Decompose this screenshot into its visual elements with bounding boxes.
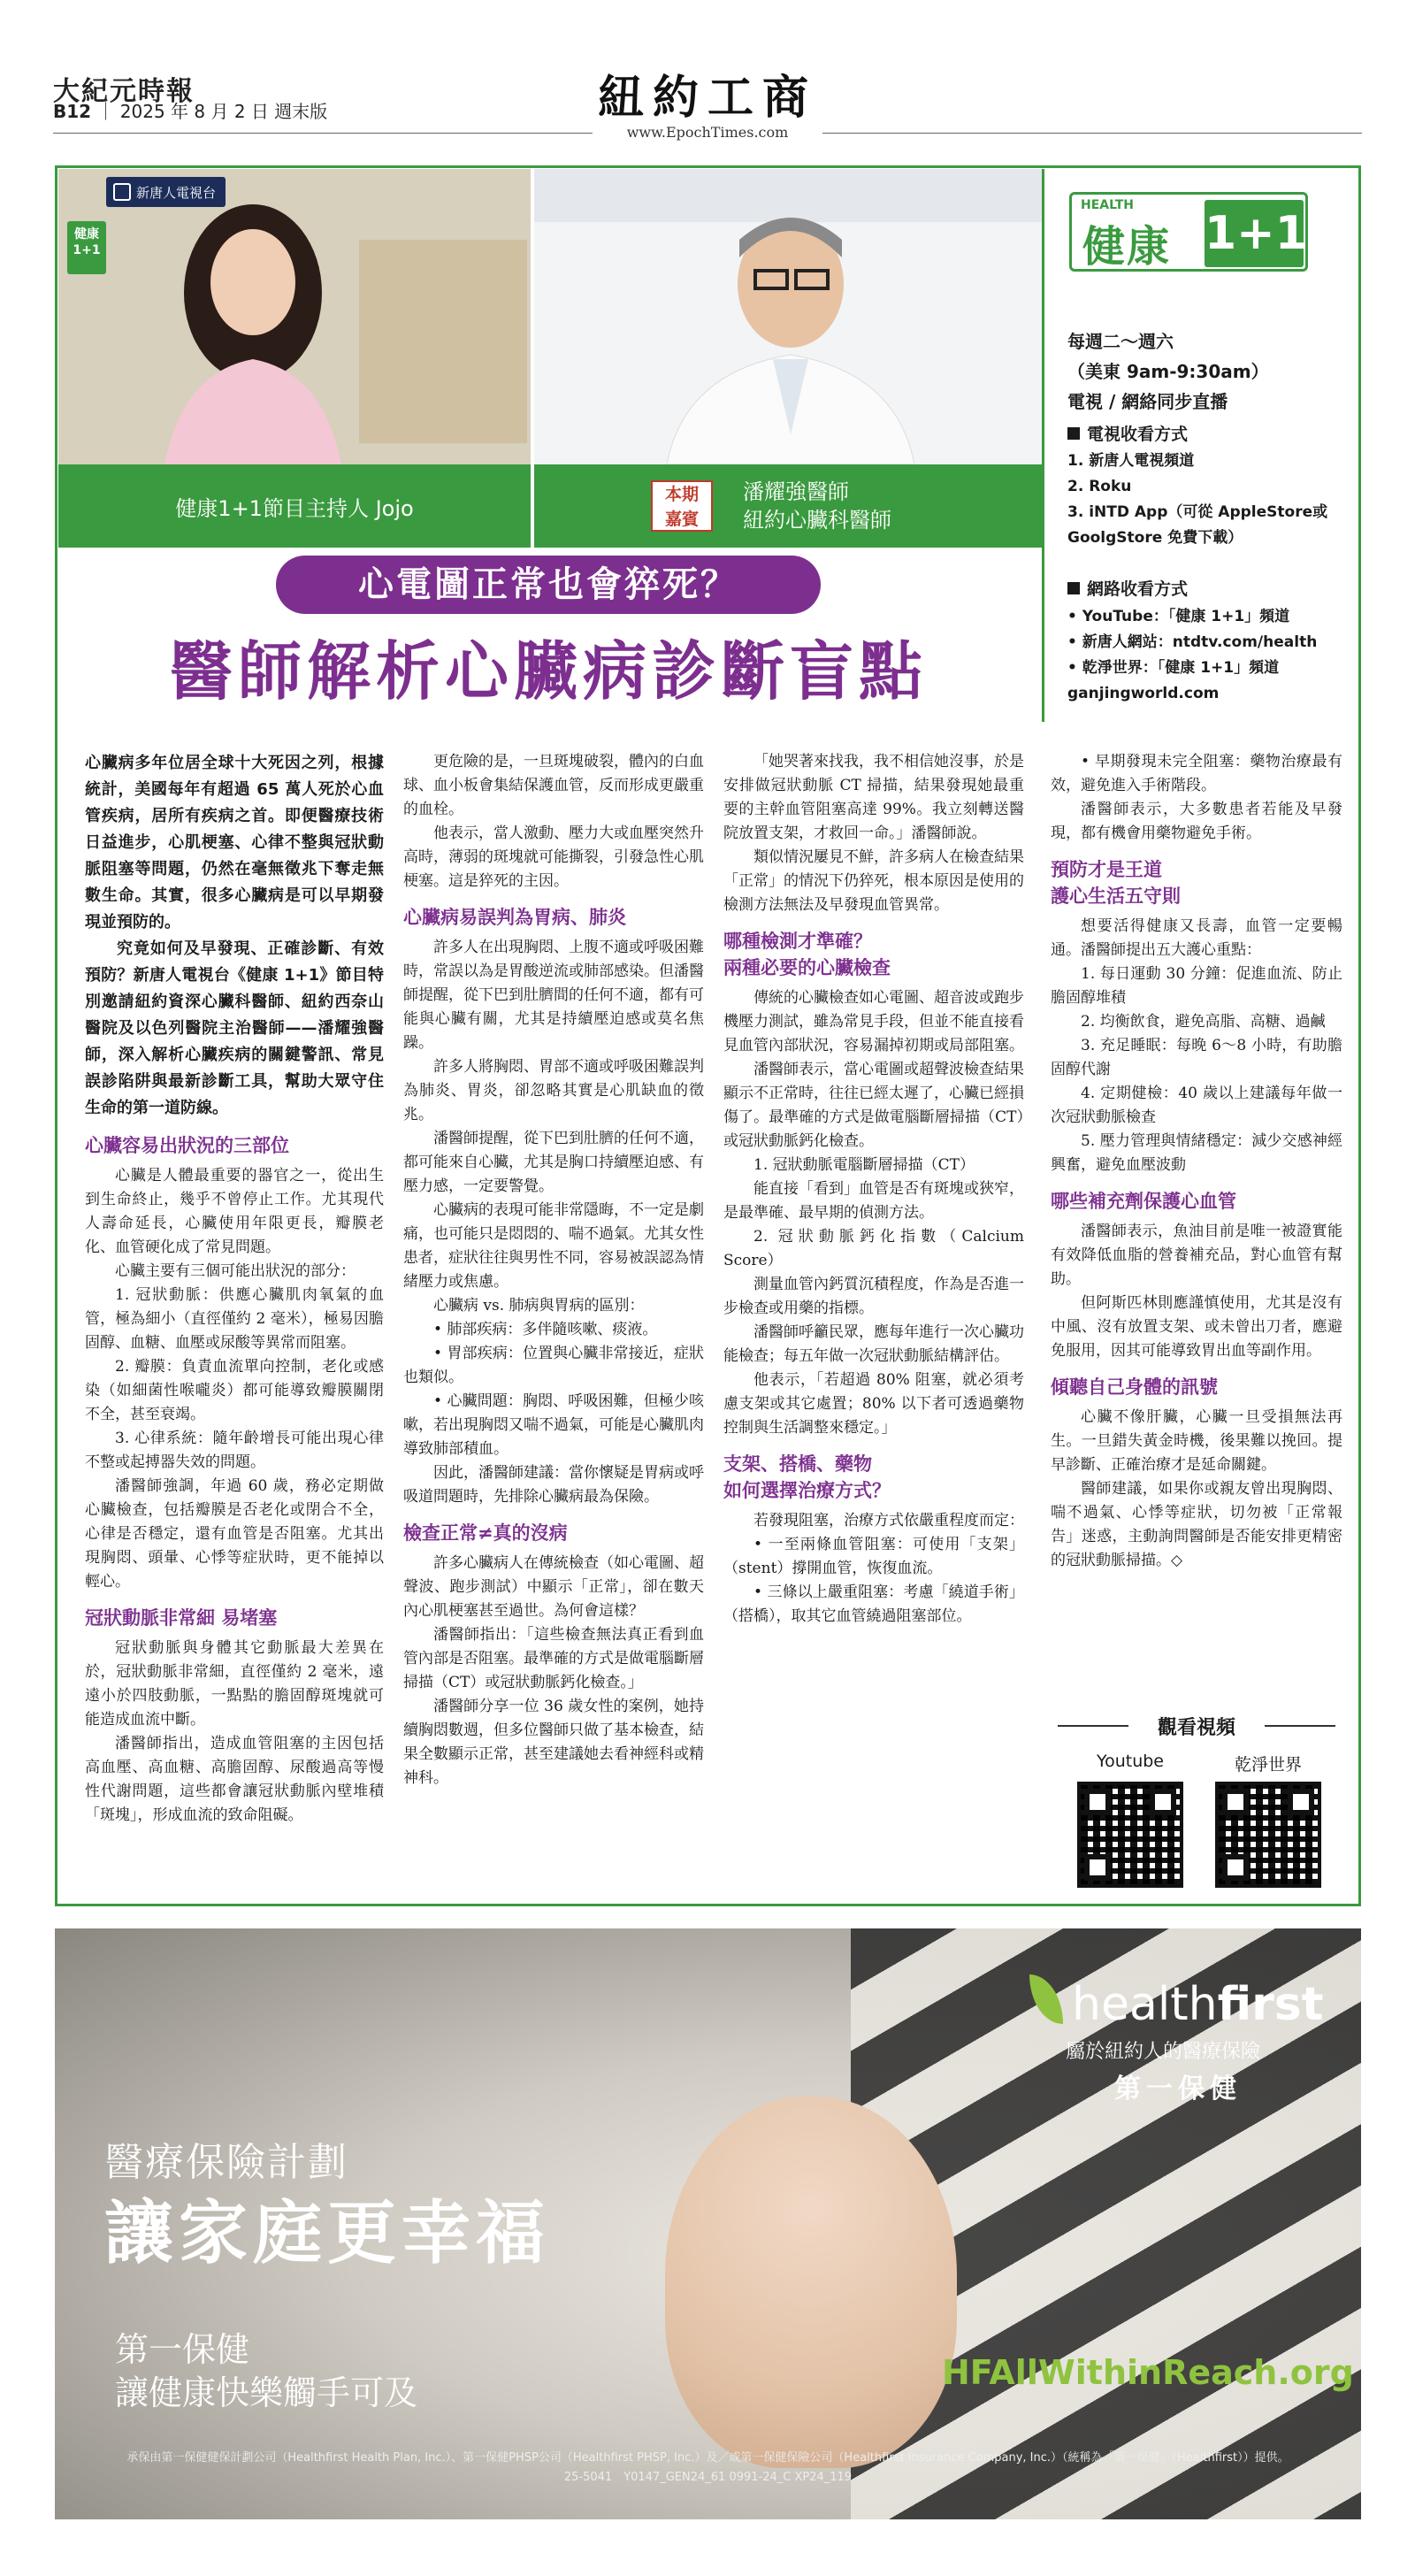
ad-line-1: 第一保健 (115, 2330, 250, 2369)
site-url: www.EpochTimes.com (626, 124, 789, 141)
square-bullet-icon (1067, 582, 1080, 594)
paragraph: 類似情況屢見不鮮，許多病人在檢查結果「正常」的情況下仍猝死，根本原因是使用的檢測方法無法及早發現血管異常。 (723, 848, 1024, 914)
subheading-line: 護心生活五守則 (1051, 886, 1181, 907)
tv-heading-label: 電視收看方式 (1087, 425, 1189, 444)
paragraph: 2. 均衡飲食，避免高脂、高糖、過鹹 (1081, 1013, 1326, 1031)
subheading-line: 兩種必要的心臟檢查 (723, 957, 891, 978)
guest-label-line2: 嘉賓 (664, 510, 699, 529)
guest-photo (534, 169, 1042, 464)
paragraph: 冠狀動脈與身體其它動脈最大差異在於，冠狀動脈非常細，直徑僅約 2 毫米，遠遠小於四肢動脈，一點點的膽固醇斑塊就可能造成血流中斷。 (85, 1639, 384, 1729)
ad-baby-illustration (665, 2097, 957, 2468)
paragraph: 醫師建議，如果你或親友曾出現胸悶、喘不過氣、心悸等症狀，切勿被「正常報告」迷惑，主動詢問醫師是否能安排更精密的冠狀動脈掃描。◇ (1051, 1480, 1342, 1569)
paragraph: 潘醫師強調，年過 60 歲，務必定期做心臟檢查，包括瓣膜是否老化或閉合不全，心律是否穩定，還有血管是否阻塞。尤其出現胸悶、頭暈、心悸等症狀時，更不能掉以輕心。 (85, 1477, 384, 1591)
header-rule-right (822, 133, 1362, 134)
article-column-4 (1051, 750, 1342, 1706)
web-heading-label: 網路收看方式 (1087, 579, 1189, 599)
paragraph: 心臟病 vs. 肺病與胃病的區別： (433, 1297, 645, 1315)
qr-finder-icon (1222, 1789, 1249, 1815)
program-logo (1069, 192, 1308, 272)
program-info-panel (1042, 169, 1358, 722)
paragraph: 潘醫師指出：「這些檢查無法真正看到血管內部是否阻塞。最準確的方式是做電腦斷層掃描（CT）或冠狀動脈鈣化檢查。」 (403, 1626, 704, 1691)
tv-list-item: 3. iNTD App（可從 AppleStore或 GoolgStore 免費下載） (1067, 503, 1328, 547)
subheading (723, 928, 1024, 981)
issue-date: 2025 年 8 月 2 日 週末版 (119, 101, 328, 122)
masthead (0, 0, 1415, 159)
article-lead-2: 究竟如何及早發現、正確診斷、有效預防？新唐人電視台《健康 1+1》節目特別邀請紐約資深心臟科醫師、紐約西奈山醫院及以色列醫院主治醫師——潘耀強醫師，深入解析心臟疾病的關鍵警訊、常見誤診陷阱與最新診斷工具，幫助大眾守住生命的第一道防線。 (85, 939, 384, 1117)
paragraph: • 三條以上嚴重阻塞：考慮「繞道手術」（搭橋），取其它血管繞過阻塞部位。 (723, 1583, 1024, 1625)
ad-url-link[interactable]: HFAllWithinReach.org (942, 2353, 1354, 2392)
qr-finder-icon (1150, 1789, 1176, 1815)
paragraph: • 早期發現未完全阻塞：藥物治療最有效，避免進入手術階段。 (1051, 753, 1342, 794)
qr-finder-icon (1084, 1789, 1111, 1815)
broadcast-schedule (1067, 326, 1350, 417)
paragraph: 2. 瓣膜：負責血流單向控制，老化或感染（如細菌性喉嚨炎）都可能導致瓣膜關閉不全，甚至衰竭。 (85, 1358, 384, 1423)
paragraph: 3. 心律系統：隨年齡增長可能出現心律不整或起搏器失效的問題。 (85, 1430, 384, 1471)
guest-label-box (651, 480, 713, 532)
watch-video-title: 觀看視頻 (1051, 1713, 1342, 1740)
paragraph: 心臟主要有三個可能出狀況的部分： (115, 1262, 356, 1280)
subheading: 冠狀動脈非常細 易堵塞 (85, 1607, 278, 1629)
healthfirst-logo (1072, 1978, 1324, 2031)
paragraph: 潘醫師表示，大多數患者若能及早發現，都有機會用藥物避免手術。 (1051, 801, 1342, 842)
schedule-line: 電視 / 網絡同步直播 (1067, 391, 1228, 412)
article-column-2 (403, 750, 704, 1891)
paragraph: 潘醫師呼籲民眾，應每年進行一次心臟功能檢查；每五年做一次冠狀動脈結構評估。 (723, 1323, 1024, 1365)
ad-title: 讓家庭更幸福 (104, 2194, 551, 2273)
ntd-badge-label: 新唐人電視台 (136, 184, 217, 201)
health-tag (67, 221, 106, 274)
host-photo (58, 169, 531, 464)
subheading: 哪些補充劑保護心血管 (1051, 1191, 1236, 1212)
tv-list-item: 1. 新唐人電視頻道 (1067, 452, 1195, 470)
header-rule-left (53, 133, 593, 134)
paragraph: 但阿斯匹林則應謹慎使用，尤其是沒有中風、沒有放置支架、或未曾出刀者，應避免服用，因其可能導致胃出血等副作用。 (1051, 1294, 1342, 1360)
guest-label-line1: 本期 (664, 485, 699, 504)
paragraph: 1. 冠狀動脈：供應心臟肌肉氧氣的血管，極為細小（直徑僅約 2 毫米），極易因膽固醇、血糖、血壓或尿酸等異常而阻塞。 (85, 1286, 384, 1352)
host-caption: 健康1+1節目主持人 Jojo (175, 495, 414, 521)
paragraph: • 肺部疾病：多伴隨咳嗽、痰液。 (433, 1321, 658, 1338)
subheading-line: 如何選擇治療方式？ (723, 1480, 891, 1501)
brand-chinese-name: 第一保健 (1114, 2074, 1242, 2104)
tv-list-item: 2. Roku (1067, 478, 1132, 495)
paragraph: 許多心臟病人在傳統檢查（如心電圖、超聲波、跑步測試）中顯示「正常」，卻在數天內心肌梗塞甚至過世。為何會這樣？ (403, 1554, 704, 1620)
watch-video-section (1051, 1713, 1342, 1898)
web-list (1067, 604, 1352, 707)
paragraph: 傳統的心臟檢查如心電圖、超音波或跑步機壓力測試，雖為常見手段，但並不能直接看見血管內部狀況，容易漏掉初期或局部阻塞。 (723, 989, 1024, 1054)
schedule-line: 每週二～週六 (1067, 331, 1174, 352)
subheading-line: 哪種檢測才準確？ (723, 931, 872, 952)
brand-name-part2: first (1217, 1978, 1324, 2031)
web-heading (1067, 576, 1188, 600)
paragraph: 4. 定期健檢：40 歲以上建議每年做一次冠狀動脈檢查 (1051, 1085, 1342, 1126)
program-logo-text: 健康 (1082, 222, 1172, 272)
ntd-logo-icon (113, 183, 131, 201)
paragraph: 潘醫師分享一位 36 歲女性的案例，她持續胸悶數週，但多位醫師只做了基本檢查，結果全數顯示正常，甚至建議她去看神經科或精神科。 (403, 1698, 704, 1787)
page-separator: ｜ (96, 101, 115, 122)
paragraph: 許多人在出現胸悶、上腹不適或呼吸困難時，常誤以為是胃酸逆流或肺部感染。但潘醫師提醒，從下巴到肚臍間的任何不適，都有可能與心臟有關，尤其是持續壓迫感或莫名焦躁。 (403, 939, 704, 1052)
paragraph: 想要活得健康又長壽，血管一定要暢通。潘醫師提出五大護心重點： (1051, 917, 1342, 959)
paragraph: 測量血管內鈣質沉積程度，作為是否進一步檢查或用藥的指標。 (723, 1276, 1024, 1317)
web-list-item: • 乾淨世界：「健康 1+1」頻道 ganjingworld.com (1067, 659, 1280, 702)
article-lead: 心臟病多年位居全球十大死因之列，根據統計，美國每年有超過 65 萬人死於心血管疾病，居所有疾病之首。即便醫療技術日益進步，心肌梗塞、心律不整與冠狀動脈阻塞等問題，仍然在毫無徵兆下奪走無數生命。其實，很多心臟病是可以早期發現並預防的。 (85, 754, 384, 932)
ganjing-label: 乾淨世界 (1234, 1755, 1302, 1775)
paragraph: 心臟是人體最重要的器官之一，從出生到生命終止，幾乎不曾停止工作。尤其現代人壽命延長，心臟使用年限更長，瓣膜老化、血管硬化成了常見問題。 (85, 1167, 384, 1256)
qr-finder-icon (1288, 1789, 1314, 1815)
paragraph: 潘醫師提醒，從下巴到肚臍的任何不適，都可能來自心臟，尤其是胸口持續壓迫感、有壓力感，一定要警覺。 (403, 1130, 704, 1195)
paragraph: 「她哭著來找我，我不相信她沒事，於是安排做冠狀動脈 CT 掃描，結果發現她最重要的主幹血管阻塞高達 99%。我立刻轉送醫院放置支架，才救回一命。」潘醫師說。 (723, 753, 1024, 842)
qr-finder-icon (1084, 1854, 1111, 1881)
subheading: 心臟容易出狀況的三部位 (85, 1135, 289, 1156)
web-list-item: • 新唐人網站：ntdtv.com/health (1067, 633, 1318, 651)
section-title: 紐約工商 (597, 71, 817, 125)
page-number: B12 (53, 101, 92, 122)
program-logo-number: 1+1 (1205, 200, 1304, 267)
paragraph: 若發現阻塞，治療方式依嚴重程度而定： (753, 1512, 1024, 1530)
paragraph: 心臟病的表現可能非常隱晦，不一定是劇痛，也可能只是悶悶的、喘不過氣。尤其女性患者，症狀往往與男性不同，容易被誤認為情緒壓力或焦慮。 (403, 1201, 704, 1291)
paragraph: 更危險的是，一旦斑塊破裂，體內的白血球、血小板會集結保護血管，反而形成更嚴重的血栓。 (403, 753, 704, 818)
host-caption-bar (58, 464, 531, 548)
health-tag-line2: 1+1 (73, 243, 101, 257)
newspaper-logo: 大紀元時報 (53, 76, 195, 107)
paragraph: 他表示，當人激動、壓力大或血壓突然升高時，薄弱的斑塊就可能撕裂，引發急性心肌梗塞。這是猝死的主因。 (403, 824, 704, 890)
guest-portrait-illustration (534, 169, 1042, 464)
subheading-line: 預防才是王道 (1051, 859, 1162, 880)
paragraph: 潘醫師表示，魚油目前是唯一被證實能有效降低血脂的營養補充品，對心血管有幫助。 (1051, 1223, 1342, 1288)
paragraph: 能直接「看到」血管是否有斑塊或狹窄，是最準確、最早期的偵測方法。 (723, 1180, 1024, 1222)
guest-caption-bar (534, 464, 1042, 548)
square-bullet-icon (1067, 427, 1080, 440)
paragraph: 3. 充足睡眠：每晚 6～8 小時，有助膽固醇代謝 (1051, 1037, 1342, 1078)
ganjing-qr-code-icon[interactable] (1215, 1782, 1321, 1888)
paragraph: 潘醫師指出，造成血管阻塞的主因包括高血壓、高血糖、高膽固醇、尿酸過高等慢性代謝問題，這些都會讓冠狀動脈內壁堆積「斑塊」，形成血流的致命阻礙。 (85, 1735, 384, 1824)
subheading: 傾聽自己身體的訊號 (1051, 1376, 1218, 1398)
paragraph: 5. 壓力管理與情緒穩定：減少交感神經興奮，避免血壓波動 (1051, 1132, 1342, 1174)
health-tag-line1: 健康 (74, 227, 99, 242)
qr-finder-icon (1222, 1854, 1249, 1881)
tv-list (1067, 448, 1352, 551)
article-column-1 (85, 750, 384, 1891)
subheading-line: 支架、搭橋、藥物 (723, 1453, 872, 1475)
guest-caption (743, 478, 891, 534)
paragraph: 許多人將胸悶、胃部不適或呼吸困難誤判為肺炎、胃炎，卻忽略其實是心肌缺血的徵兆。 (403, 1058, 704, 1123)
subheading: 檢查正常≠真的沒病 (403, 1522, 568, 1544)
article-column-3 (723, 750, 1024, 1891)
ntd-badge (106, 177, 226, 207)
ad-line-2: 讓健康快樂觸手可及 (115, 2373, 418, 2412)
tv-heading (1067, 421, 1188, 445)
paragraph: 因此，潘醫師建議：當你懷疑是胃病或呼吸道問題時，先排除心臟病最為保險。 (403, 1464, 704, 1506)
ad-fine-print (55, 2449, 1361, 2488)
subheading: 心臟病易誤判為胃病、肺炎 (403, 907, 626, 928)
paragraph: 他表示，「若超過 80% 阻塞，就必須考慮支架或其它處置；80% 以下者可透過藥物控制與生活調整來穩定。」 (723, 1371, 1024, 1437)
fine-print-line: 承保由第一保健健保計劃公司（Healthfirst Health Plan, Inc.）、第一保健PHSP公司（Healthfirst PHSP, Inc.）及／或第一保健保險公司（Healthfirst Insurance Company, Inc.）（統稱為「第一保健」（Healthfirst））提供。 (126, 2451, 1289, 2465)
paragraph: • 胃部疾病：位置與心臟非常接近，症狀也類似。 (403, 1345, 704, 1386)
youtube-qr-code-icon[interactable] (1077, 1782, 1183, 1888)
guest-title: 紐約心臟科醫師 (743, 508, 891, 533)
paragraph: 潘醫師表示，當心電圖或超聲波檢查結果顯示不正常時，往往已經太遲了，心臟已經損傷了。最準確的方式是做電腦斷層掃描（CT）或冠狀動脈鈣化檢查。 (723, 1061, 1024, 1150)
program-logo-health: HEALTH (1081, 198, 1134, 212)
paragraph: 2. 冠狀動脈鈣化指數（Calcium Score） (723, 1228, 1024, 1269)
ad-subtitle: 醫療保險計劃 (104, 2140, 348, 2185)
brand-name-part1: health (1072, 1978, 1218, 2031)
article-kicker: 心電圖正常也會猝死？ (276, 556, 821, 614)
guest-name: 潘耀強醫師 (743, 479, 849, 504)
article-headline: 醫師解析心臟病診斷盲點 (168, 634, 928, 709)
subheading (1051, 856, 1342, 909)
paragraph: • 一至兩條血管阻塞：可使用「支架」（stent）撐開血管，恢復血流。 (723, 1536, 1024, 1577)
youtube-label: Youtube (1097, 1752, 1164, 1771)
paragraph: 心臟不像肝臟，心臟一旦受損無法再生。一旦錯失黃金時機，後果難以挽回。提早診斷、正確治療才是延命關鍵。 (1051, 1408, 1342, 1474)
paragraph: 1. 冠狀動脈電腦斷層掃描（CT） (753, 1156, 975, 1174)
fine-print-code: 25-5041 Y0147_GEN24_61 0991-24_C XP24_119 (563, 2471, 853, 2484)
paragraph: 1. 每日運動 30 分鐘：促進血流、防止膽固醇堆積 (1051, 965, 1342, 1007)
brand-tagline: 屬於紐約人的醫療保險 (1066, 2041, 1261, 2063)
subheading (723, 1451, 1024, 1504)
paragraph: • 心臟問題：胸悶、呼吸困難，但極少咳嗽，若出現胸悶又喘不過氣，可能是心臟肌肉導致肺部積血。 (403, 1392, 704, 1458)
schedule-line: （美東 9am-9:30am） (1067, 361, 1269, 382)
host-portrait-illustration (58, 169, 531, 464)
web-list-item: • YouTube：「健康 1+1」頻道 (1067, 608, 1290, 625)
